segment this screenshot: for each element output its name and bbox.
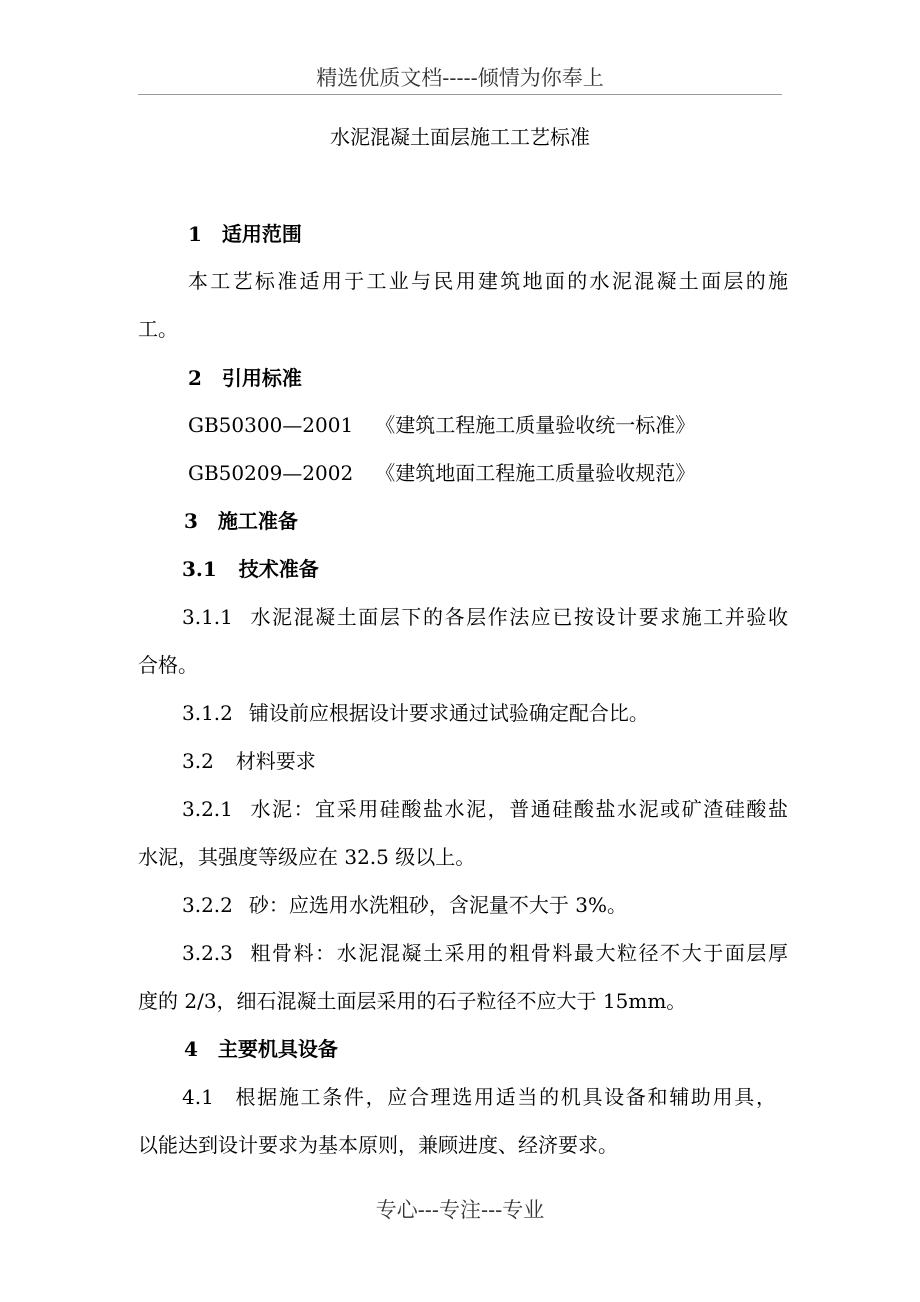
standard-code: GB50300—2001 xyxy=(188,413,354,437)
clause-text: 水泥：宜采用硅酸盐水泥，普通硅酸盐水泥或矿渣硅酸盐 xyxy=(248,797,788,821)
section-number: 3.2 xyxy=(182,749,214,773)
paragraph-line: 本工艺标准适用于工业与民用建筑地面的水泥混凝土面层的施 xyxy=(188,269,788,293)
page-header: 精选优质文档-----倾情为你奉上 xyxy=(316,66,604,90)
section-2-heading xyxy=(188,362,302,394)
clause-text: 根据施工条件，应合理选用适当的机具设备和辅助用具， xyxy=(233,1085,776,1109)
clause-number: 3.2.1 xyxy=(182,797,233,821)
reference-standard xyxy=(188,409,695,441)
clause-text: 铺设前应根据设计要求通过试验确定配合比。 xyxy=(248,701,649,725)
section-1-heading xyxy=(188,218,302,250)
section-title: 引用标准 xyxy=(221,366,302,390)
clause-3-1-2 xyxy=(182,697,649,729)
section-3-heading xyxy=(184,505,298,537)
standard-name: 《建筑工程施工质量验收统一标准》 xyxy=(375,413,696,437)
clause-3-2-3-line2: 度的 2/3，细石混凝土面层采用的石子粒径不应大于 15mm。 xyxy=(138,989,687,1013)
clause-3-1-1-line1 xyxy=(182,601,788,633)
section-number: 4 xyxy=(184,1037,198,1061)
clause-3-2-3-line1 xyxy=(182,937,788,969)
clause-text: 水泥混凝土面层下的各层作法应已按设计要求施工并验收 xyxy=(248,605,788,629)
reference-standard xyxy=(188,457,695,489)
clause-number: 3.1.2 xyxy=(182,701,233,725)
standard-name: 《建筑地面工程施工质量验收规范》 xyxy=(375,461,696,485)
paragraph-line: 工。 xyxy=(138,317,178,341)
clause-3-1-1-line2: 合格。 xyxy=(138,653,198,677)
clause-text: 砂：应选用水洗粗砂，含泥量不大于 3%。 xyxy=(248,893,627,917)
section-number: 2 xyxy=(188,366,202,390)
clause-number: 3.2.3 xyxy=(182,941,233,965)
section-number: 3.1 xyxy=(182,557,217,581)
clause-3-2-2 xyxy=(182,889,627,921)
standard-code: GB50209—2002 xyxy=(188,461,354,485)
clause-3-2-1-line2: 水泥，其强度等级应在 32.5 级以上。 xyxy=(138,845,476,869)
section-4-heading xyxy=(184,1033,338,1065)
clause-4-1-line2: 以能达到设计要求为基本原则，兼顾进度、经济要求。 xyxy=(138,1133,618,1157)
section-3-1-heading xyxy=(182,553,319,585)
page-footer: 专心---专注---专业 xyxy=(375,1198,545,1222)
section-title: 主要机具设备 xyxy=(217,1037,338,1061)
section-title: 适用范围 xyxy=(221,222,302,246)
section-number: 1 xyxy=(188,222,202,246)
section-title: 材料要求 xyxy=(235,749,316,773)
clause-4-1-line1 xyxy=(182,1081,776,1113)
clause-number: 4.1 xyxy=(182,1085,214,1109)
clause-number: 3.2.2 xyxy=(182,893,233,917)
section-title: 技术准备 xyxy=(238,557,319,581)
document-title: 水泥混凝土面层施工工艺标准 xyxy=(330,125,590,149)
section-number: 3 xyxy=(184,509,198,533)
section-3-2-heading xyxy=(182,745,316,777)
header-divider xyxy=(138,94,782,95)
section-title: 施工准备 xyxy=(217,509,298,533)
clause-3-2-1-line1 xyxy=(182,793,788,825)
clause-text: 粗骨料：水泥混凝土采用的粗骨料最大粒径不大于面层厚 xyxy=(248,941,788,965)
clause-number: 3.1.1 xyxy=(182,605,233,629)
